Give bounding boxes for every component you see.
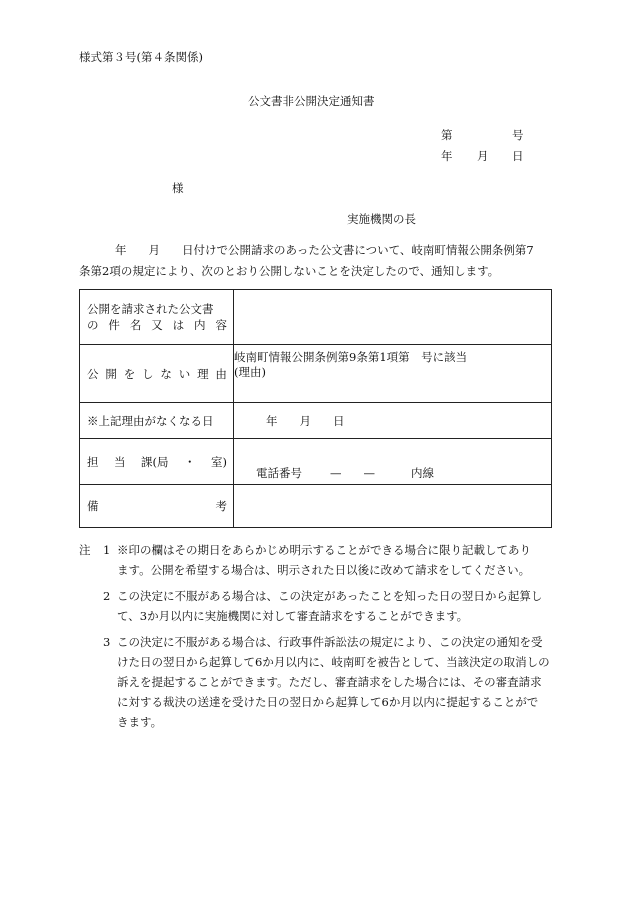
row2-label: 公 開 を し な い 理 由	[80, 345, 234, 403]
number-prefix: 第	[441, 128, 453, 142]
notes-prefix: 注	[79, 543, 91, 557]
expiry-date-field[interactable]: 年 月 日	[234, 403, 552, 439]
form-number: 様式第３号(第４条関係)	[79, 50, 203, 64]
date-month: 月	[477, 149, 489, 163]
date-year: 年	[441, 149, 453, 163]
department-field[interactable]: 電話番号 — — 内線	[234, 439, 552, 485]
issuer: 実施機関の長	[347, 212, 416, 226]
reason-label: (理由)	[234, 365, 266, 379]
document-title: 公文書非公開決定通知書	[248, 94, 375, 108]
date-day: 日	[512, 149, 524, 163]
row1-label: 公開を請求された公文書 の 件 名 又 は 内 容	[80, 290, 234, 345]
info-table	[79, 289, 552, 528]
note-1: 注 1 ※印の欄はその期日をあらかじめ明示することができる場合に限り記載してあり ます。公開を希望する場合は、明示された日以後に改めて請求をしてください。	[79, 540, 554, 580]
addressee-suffix: 様	[172, 181, 184, 195]
requested-document-field[interactable]	[234, 290, 552, 345]
body-line2: 条第2項の規定により、次のとおり公開しないことを決定したので、通知します。	[79, 264, 500, 278]
body-paragraph	[79, 240, 554, 282]
row4-label: 担 当 課(局 ・ 室)	[80, 439, 234, 485]
table-row	[80, 403, 552, 439]
table-row	[80, 485, 552, 528]
body-year: 年	[115, 243, 127, 257]
reason-article: 岐南町情報公開条例第9条第1項第 号に該当	[234, 350, 468, 364]
body-month: 月	[148, 243, 160, 257]
note-3: 3 この決定に不服がある場合は、行政事件訴訟法の規定により、この決定の通知を受 けた日の翌日から起算して6か月以内に、岐南町を被告として、当該決定の取消しの 訴えを提起することができます。ただし、審査請求をした場合には、その審査請求 に対する裁決の送達を受けた日の翌日から起算して6か月以内に提起することがで きます。	[103, 635, 550, 729]
extension-label: 内線	[411, 466, 434, 480]
table-row	[80, 439, 552, 485]
remarks-field[interactable]	[234, 485, 552, 528]
phone-label: 電話番号	[256, 466, 302, 480]
row3-label: ※上記理由がなくなる日	[80, 403, 234, 439]
table-row	[80, 345, 552, 403]
reason-field[interactable]	[234, 345, 552, 403]
row1-label-line2: の 件 名 又 は 内 容	[87, 318, 227, 332]
body-line1: 日付けで公開請求のあった公文書について、岐南町情報公開条例第7	[182, 243, 534, 257]
number-suffix: 号	[512, 128, 524, 142]
note-2: 2 この決定に不服がある場合は、この決定があったことを知った日の翌日から起算し て、3か月以内に実施機関に対して審査請求をすることができます。	[103, 589, 543, 623]
notes	[79, 540, 554, 732]
row5-label: 備 考	[80, 485, 234, 528]
table-row	[80, 290, 552, 345]
